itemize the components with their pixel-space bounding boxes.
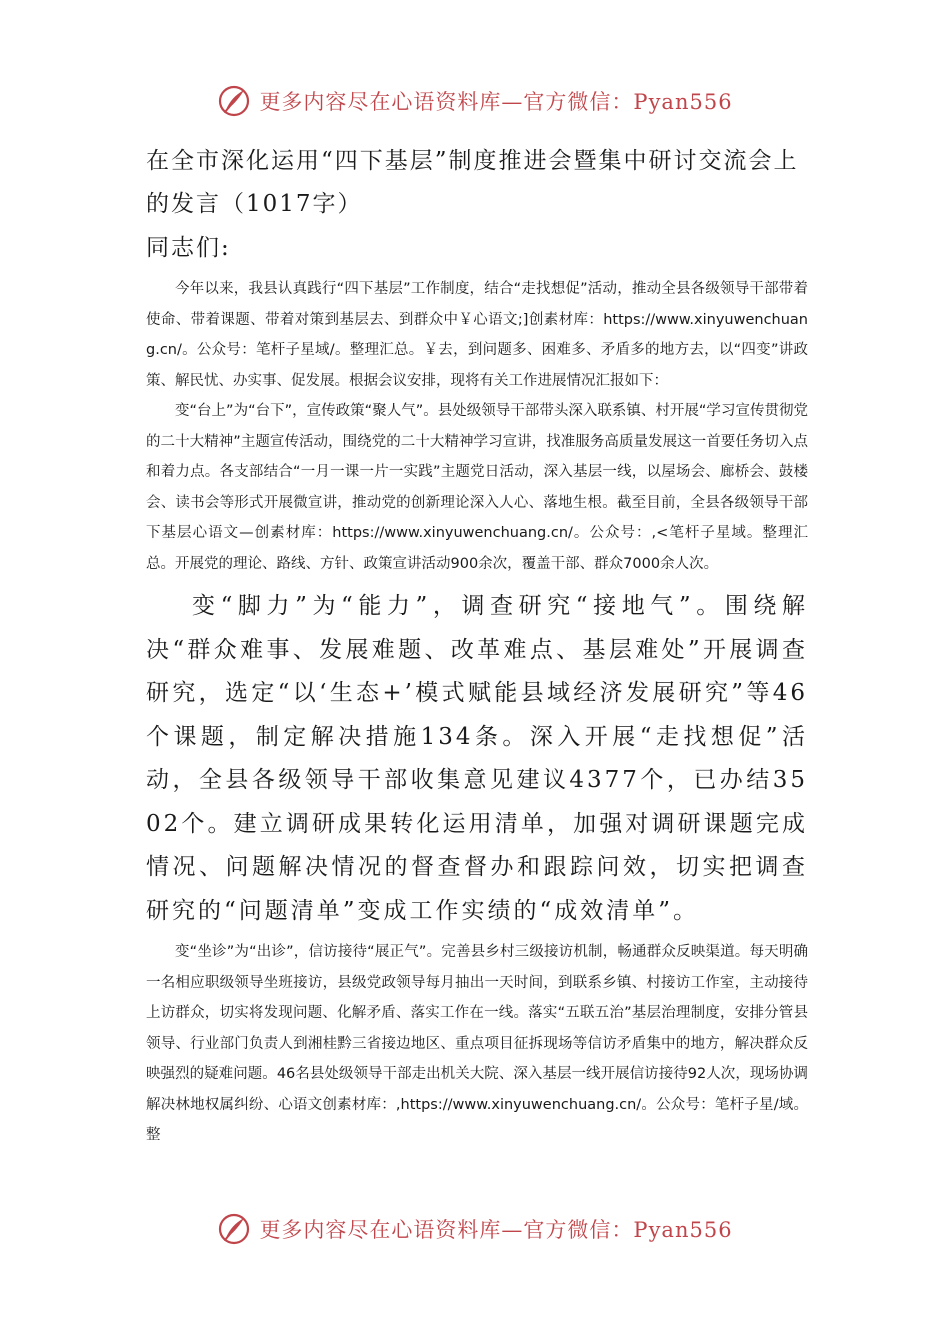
greeting: 同志们: <box>146 235 231 261</box>
quill-pen-icon <box>217 84 251 118</box>
footer-banner <box>0 1212 950 1246</box>
header-banner <box>0 84 950 118</box>
document-body <box>146 140 808 1151</box>
paragraph-section-2: 变“脚力”为“能力”，调查研究“接地气”。围绕解决“群众难事、发展难题、改革难点、基层难处”开展调查研究，选定“以‘生态+’模式赋能县域经济发展研究”等46个课题，制定解决措施134条。深入开展“走找想促”活动，全县各级领导干部收集意见建议4377个，已办结3502个。建立调研成果转化运用清单，加强对调研课题完成情况、问题解决情况的督查督办和跟踪问效，切实把调查研究的“问题清单”变成工作实绩的“成效清单”。 <box>146 593 808 924</box>
paragraph-section-1: 变“台上”为“台下”，宣传政策“聚人气”。县处级领导干部带头深入联系镇、村开展“学习宣传贯彻党的二十大精神”主题宣传活动，围绕党的二十大精神学习宣讲，找准服务高质量发展这一首要任务切入点和着力点。各支部结合“一月一课一片一实践”主题党日活动，深入基层一线，以屋场会、廊桥会、鼓楼会、读书会等形式开展微宣讲，推动党的创新理论深入人心、落地生根。截至目前，全县各级领导干部下基层心语文—创素材库：https://www.xinyuwenchuang.cn/。公众号：,<笔杆子星域。整理汇总。开展党的理论、路线、方针、政策宣讲活动900余次，覆盖干部、群众7000余人次。 <box>146 403 808 572</box>
paragraph-section-3: 变“坐诊”为“出诊”，信访接待“展正气”。完善县乡村三级接访机制，畅通群众反映渠道。每天明确一名相应职级领导坐班接访，县级党政领导每月抽出一天时间，到联系乡镇、村接访工作室，主动接待上访群众，切实将发现问题、化解矛盾、落实工作在一线。落实“五联五治”基层治理制度，安排分管县领导、行业部门负责人到湘桂黔三省接边地区、重点项目征拆现场等信访矛盾集中的地方，解决群众反映强烈的疑难问题。46名县处级领导干部走出机关大院、深入基层一线开展信访接待92人次，现场协调解决林地权属纠纷、心语文创素材库：,https://www.xinyuwenchuang.cn/。公众号：笔杆子星/域。整 <box>146 944 808 1143</box>
banner-text: 更多内容尽在心语资料库—官方微信：Pyan556 <box>259 1218 733 1242</box>
page-title: 在全市深化运用“四下基层”制度推进会暨集中研讨交流会上的发言（1017字） <box>146 148 799 217</box>
quill-pen-icon <box>217 1212 251 1246</box>
paragraph-intro: 今年以来，我县认真践行“四下基层”工作制度，结合“走找想促”活动，推动全县各级领导干部带着使命、带着课题、带着对策到基层去、到群众中￥心语文;]创素材库：https://www.xinyuwenchuang.cn/。公众号：笔杆子星域/。整理汇总。￥去，到问题多、困难多、矛盾多的地方去，以“四变”讲政策、解民忧、办实事、促发展。根据会议安排，现将有关工作进展情况汇报如下： <box>146 281 808 389</box>
banner-text: 更多内容尽在心语资料库—官方微信：Pyan556 <box>259 90 733 114</box>
